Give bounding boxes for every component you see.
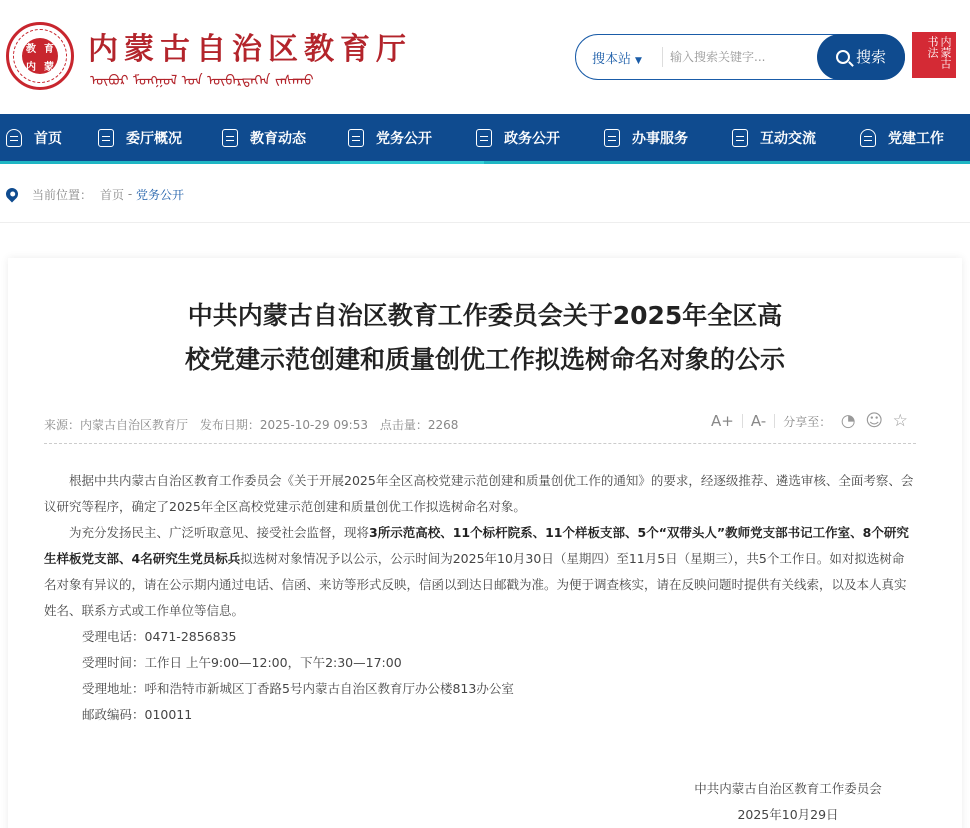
contact-postcode: 邮政编码：010011 bbox=[82, 707, 193, 722]
meta-divider bbox=[44, 443, 916, 444]
seal-char: 内 bbox=[26, 61, 36, 73]
contact-phone: 受理电话：0471-2856835 bbox=[82, 629, 237, 644]
nav-item-home[interactable] bbox=[6, 114, 98, 161]
search-scope-dropdown[interactable] bbox=[592, 48, 642, 67]
search-button-label: 搜索 bbox=[855, 48, 886, 66]
nav-item-news[interactable] bbox=[222, 114, 348, 161]
search-button[interactable] bbox=[817, 34, 905, 80]
check-doc-icon bbox=[476, 129, 492, 147]
nav-item-interaction[interactable] bbox=[732, 114, 860, 161]
building-icon bbox=[98, 129, 114, 147]
nav-label: 党建工作 bbox=[888, 130, 944, 147]
share-label: 分享至： bbox=[783, 414, 832, 429]
seal-ring bbox=[13, 29, 67, 83]
clipboard-icon bbox=[348, 129, 364, 147]
search-divider bbox=[662, 47, 663, 67]
location-pin-icon bbox=[4, 186, 21, 203]
home-icon bbox=[6, 129, 22, 147]
seal-char: 育 bbox=[44, 43, 54, 55]
service-icon bbox=[604, 129, 620, 147]
calligraphy-seal-icon[interactable]: 内蒙古书法 bbox=[912, 32, 956, 78]
nav-item-party-building[interactable] bbox=[860, 114, 960, 161]
breadcrumb-prefix: 当前位置： bbox=[32, 187, 93, 202]
meta-source: 来源：内蒙古自治区教育厅 bbox=[44, 418, 189, 432]
search-box bbox=[575, 34, 905, 80]
title-line: 中共内蒙古自治区教育工作委员会关于2025年全区高 bbox=[187, 301, 783, 330]
wechat-icon[interactable]: ☺ bbox=[865, 411, 884, 431]
nav-label: 委厅概况 bbox=[126, 130, 182, 147]
nav-label: 政务公开 bbox=[504, 130, 560, 147]
signature bbox=[668, 776, 908, 828]
divider bbox=[0, 222, 970, 223]
signature-org: 中共内蒙古自治区教育工作委员会 bbox=[694, 781, 882, 796]
title-line: 校党建示范创建和质量创优工作拟选树命名对象的公示 bbox=[184, 345, 785, 374]
signature-date: 2025年10月29日 bbox=[737, 807, 839, 822]
search-scope-label: 搜本站 bbox=[592, 52, 632, 67]
contact-hours: 受理时间：工作日 上午9:00—12:00，下午2:30—17:00 bbox=[82, 655, 402, 670]
divider bbox=[774, 414, 775, 428]
list-icon bbox=[222, 129, 238, 147]
article-card bbox=[8, 258, 962, 828]
logo-seal-icon[interactable] bbox=[6, 22, 74, 90]
paragraph: 根据中共内蒙古自治区教育工作委员会《关于开展2025年全区高校党建示范创建和质量创优工作的通知》的要求，经逐级推荐、遴选审核、全面考察、会议研究等程序，确定了2025年全区高校党建示范创建和质量创优工作拟选树命名对象。 bbox=[44, 473, 914, 514]
contact-address: 受理地址：呼和浩特市新城区丁香路5号内蒙古自治区教育厅办公楼813办公室 bbox=[82, 681, 514, 696]
breadcrumb-separator: - bbox=[124, 187, 136, 201]
party-emblem-icon bbox=[860, 129, 876, 147]
divider bbox=[742, 414, 743, 428]
nav-item-overview[interactable] bbox=[98, 114, 222, 161]
font-increase-button[interactable]: A+ bbox=[711, 412, 734, 430]
breadcrumb-current-link[interactable]: 党务公开 bbox=[136, 187, 185, 202]
bold-text: 3所示范高校、11个标杆院系、11个样板支部、5个“双带头人”教师党支部书记工作室、8个研究生样板党支部、4名研究生党员标兵 bbox=[44, 525, 909, 566]
search-icon bbox=[836, 50, 850, 64]
nav-label: 首页 bbox=[34, 130, 62, 147]
breadcrumb-home-link[interactable]: 首页 bbox=[100, 187, 125, 202]
nav-item-government-affairs[interactable] bbox=[476, 114, 604, 161]
site-header bbox=[0, 0, 970, 114]
chat-icon bbox=[732, 129, 748, 147]
nav-label: 党务公开 bbox=[376, 130, 432, 147]
seal-char: 教 bbox=[26, 43, 36, 55]
star-icon[interactable]: ☆ bbox=[892, 411, 908, 431]
paragraph bbox=[44, 520, 916, 624]
text: 拟选树对象情况予以公示，公示时间为2025年10月30日（星期四）至11月5日（星期三），共5个工作日。如对拟选树命名对象有异议的，请在公示期内通过电话、信函、来访等形式反映，信函以到达日邮戳为准。为便于调查核实，请在反映问题时提供有关线索，以及本人真实姓名、联系方式或工作单位等信息。 bbox=[44, 551, 907, 618]
text: 为充分发扬民主、广泛听取意见、接受社会监督，现将 bbox=[69, 525, 370, 540]
nav-item-party-affairs[interactable] bbox=[348, 114, 476, 161]
nav-item-services[interactable] bbox=[604, 114, 732, 161]
font-decrease-button[interactable]: A- bbox=[750, 412, 767, 430]
article-body bbox=[44, 468, 916, 728]
meta-hits: 点击量：2268 bbox=[379, 418, 459, 432]
weibo-icon[interactable]: ◔ bbox=[840, 411, 856, 431]
site-title[interactable]: 内蒙古自治区教育厅 bbox=[88, 32, 412, 67]
article-title bbox=[8, 294, 962, 382]
nav-label: 互动交流 bbox=[760, 130, 816, 147]
article-meta bbox=[44, 416, 466, 433]
breadcrumb bbox=[6, 184, 184, 204]
article-tools bbox=[711, 412, 909, 430]
meta-date: 发布日期：2025-10-29 09:53 bbox=[199, 418, 368, 432]
mongolian-subtitle: ᠥᠪᠦᠷ ᠮᠣᠩᠭᠣᠯ ᠤᠨ ᠥᠪᠡᠷᠲᠡᠭᠡᠨ ᠵᠠᠰᠠᠬᠤ bbox=[90, 73, 314, 89]
caret-down-icon: ▼ bbox=[635, 56, 642, 66]
nav-label: 办事服务 bbox=[632, 130, 688, 147]
search-input[interactable] bbox=[670, 43, 810, 71]
nav-label: 教育动态 bbox=[250, 130, 306, 147]
seal-char: 蒙 bbox=[44, 61, 54, 73]
main-nav bbox=[0, 114, 970, 164]
